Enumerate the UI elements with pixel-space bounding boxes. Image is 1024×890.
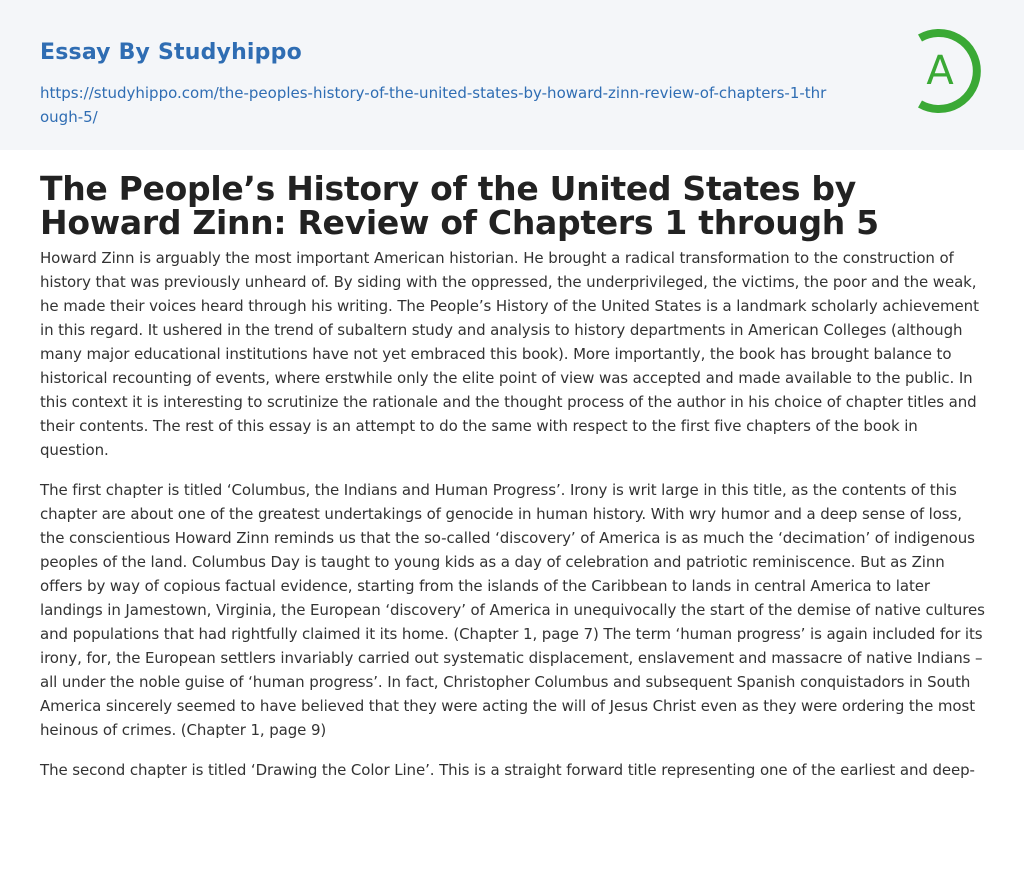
logo-letter: A <box>926 48 954 94</box>
site-header <box>0 0 1024 150</box>
site-brand[interactable]: Essay By Studyhippo <box>40 40 302 65</box>
studyhippo-logo-icon[interactable] <box>908 28 988 118</box>
essay-paragraph: Howard Zinn is arguably the most important American historian. He brought a radical transformation to the construction of history that was previously unheard of. By siding with the oppressed, the underprivileged, the victims, the poor and the weak, he made their voices heard through his writing. The People’s History of the United States is a landmark scholarly achievement in this regard. It ushered in the trend of subaltern study and analysis to history departments in American Colleges (although many major educational institutions have not yet embraced this book). More importantly, the book has brought balance to historical recounting of events, where erstwhile only the elite point of view was accepted and made available to the public. In this context it is interesting to scrutinize the rationale and the thought process of the author in his choice of chapter titles and their contents. The rest of this essay is an attempt to do the same with respect to the first five chapters of the book in question. <box>40 249 979 459</box>
source-url-link[interactable]: https://studyhippo.com/the-peoples-history-of-the-united-states-by-howard-zinn-review-of-chapters-1-through-5/ <box>40 84 827 126</box>
essay-paragraph: The second chapter is titled ‘Drawing the Color Line’. This is a straight forward title representing one of the earliest and deep- <box>40 761 975 779</box>
essay-paragraph: The first chapter is titled ‘Columbus, the Indians and Human Progress’. Irony is writ large in this title, as the contents of this chapter are about one of the greatest undertakings of genocide in human history. With wry humor and a deep sense of loss, the conscientious Howard Zinn reminds us that the so-called ‘discovery’ of America is as much the ‘decimation’ of indigenous peoples of the land. Columbus Day is taught to young kids as a day of celebration and patriotic reminiscence. But as Zinn offers by way of copious factual evidence, starting from the islands of the Caribbean to lands in central America to later landings in Jamestown, Virginia, the European ‘discovery’ of America in unequivocally the start of the demise of native cultures and populations that had rightfully claimed it its home. (Chapter 1, page 7) The term ‘human progress’ is again included for its irony, for, the European settlers invariably carried out systematic displacement, enslavement and massacre of native Indians – all under the noble guise of ‘human progress’. In fact, Christopher Columbus and subsequent Spanish conquistadors in South America sincerely seemed to have believed that they were acting the will of Jesus Christ even as they were ordering the most heinous of crimes. (Chapter 1, page 9) <box>40 481 985 739</box>
essay-content <box>40 169 985 798</box>
essay-title: The People’s History of the United States by Howard Zinn: Review of Chapters 1 through 5 <box>40 169 879 242</box>
